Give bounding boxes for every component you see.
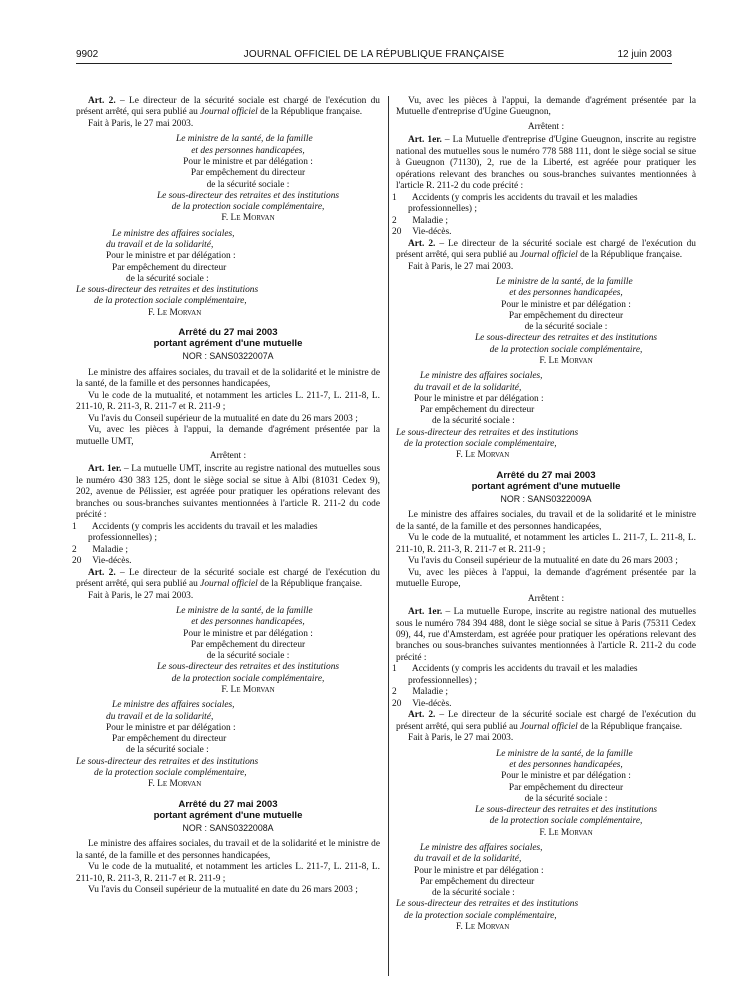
signature-block: Le ministre des affaires sociales, du travail et de la solidarité, Pour le ministre et par délégation : Par empêchement du directeur de la sécurité sociale : Le sous-directeur des retraites et des institutions de la protection sociale complémentaire, F. Le Morvan	[76, 700, 259, 790]
list-item: 2 Maladie ;	[392, 687, 449, 698]
article-1: Art. 1er. – La Mutuelle d'entreprise d'Ugine Gueugnon, inscrite au registre national des mutuelles sous le numéro 778 588 111, dont le siège social se situe à Gueugnon (71130), 2, rue de la Liberté, est agréée pour pratiquer les opérations relevant des branches ou sous-branches suivantes mentionnées à l'article R. 211-2 du code précité :	[396, 135, 696, 192]
article-2: Art. 2. – Le directeur de la sécurité sociale est chargé de l'exécution du présent arrêté, qui sera publié au Journal officiel de la République française.	[76, 567, 380, 590]
article-2: Art. 2. – Le directeur de la sécurité sociale est chargé de l'exécution du présent arrêté, qui sera publié au Journal officiel de la République française.	[76, 96, 380, 118]
branch-list	[392, 192, 696, 239]
signature-block: Le ministre de la santé, de la famille et des personnes handicapées, Pour le ministre et par délégation : Par empêchement du directeur de la sécurité sociale : Le sous-directeur des retraites et des institutions de la protection sociale complémentaire, F. Le Morvan	[474, 748, 658, 838]
left-column: Art. 2. – Le directeur de la sécurité sociale est chargé de l'exécution du présent arrêté, qui sera publié au Journal officiel de la République française. Fait à Paris, le 27 mai 2003. Le ministre de la santé, de la famille et des personnes handicapées, Pour le ministre et par délégation : Par empêchement du directeur de la sécurité sociale : Le sous-directeur des retraites et des institutions de la protection sociale complémentaire, F. Le Morvan Le ministre des affaires sociales, du travail et de la solidarité, Pour le ministre et par délégation : Par empêchement du directeur de la sécurité sociale : Le sous-directeur des retraites et des institutions de la protection sociale complémentaire, F. Le Morvan Arrêté du 27 mai 2003 portant agrément d'une mutuelle NOR : SANS0322007A Le ministre des affaires sociales, du travail et de la solidarité et le ministre de la santé, de la famille et des personnes handicapées, Vu le code de la mutualité, et notamment les articles L. 211-7, L. 211-8, L. 211-10, R. 211-3, R. 211-7 et R. 211-9 ; Vu l'avis du Conseil supérieur de la mutualité en date du 26 mars 2003 ; Vu, avec les pièces à l'appui, la demande d'agrément présentée par la mutuelle UMT, Arrêtent : Art. 1er. – La mutuelle UMT, inscrite au registre national des mutuelles sous le numéro 430 383 125, dont le siège social se situe à Albi (81031 Cedex 9), 202, avenue de Pélissier, est agréée pour pratiquer les opérations relevant des branches ou sous-branches suivantes mentionnées à l'article R. 211-2 du code précité : 1 Accidents (y compris les accidents du travail et les maladies professionnelles) ; 2 Maladie ; 20 Vie-décès. Art. 2. – Le directeur de la sécurité sociale est chargé de l'exécution du présent arrêté, qui sera publié au Journal officiel de la République française. Fait à Paris, le 27 mai 2003. Le ministre de la santé, de la famille et des personnes handicapées, Pour le ministre et par délégation : Par empêchement du directeur de la sécurité sociale : Le sous-directeur des retraites et des institutions de la protection sociale complémentaire, F. Le Morvan Le ministre des affaires sociales, du travail et de la solidarité, Pour le ministre et par délégation : Par empêchement du directeur de la sécurité sociale : Le sous-directeur des retraites et des institutions de la protection sociale complémentaire, F. Le Morvan Arrêté du 27 mai 2003 portant agrément d'une mutuelle NOR : SANS0322008A Le ministre des affaires sociales, du travail et de la solidarité et le ministre de la santé, de la famille et des personnes handicapées, Vu le code de la mutualité, et notamment les articles L. 211-7, L. 211-8, L. 211-10, R. 211-3, R. 211-7 et R. 211-9 ; Vu l'avis du Conseil supérieur de la mutualité en date du 26 mars 2003 ;	[72, 96, 381, 896]
list-item: 20 Vie-décès.	[72, 556, 132, 567]
arretent-label: Arrêtent :	[527, 121, 565, 132]
branch-list	[72, 521, 380, 568]
nor-reference: NOR : SANS0322008A	[182, 822, 274, 833]
signature-block: Le ministre des affaires sociales, du travail et de la solidarité, Pour le ministre et par délégation : Par empêchement du directeur de la sécurité sociale : Le sous-directeur des retraites et des institutions de la protection sociale complémentaire, F. Le Morvan	[396, 842, 579, 932]
arrete-title: Arrêté du 27 mai 2003 portant agrément d'une mutuelle	[153, 798, 303, 821]
article-1: Art. 1er. – La mutuelle UMT, inscrite au registre national des mutuelles sous le numéro 430 383 125, dont le siège social se situe à Albi (81031 Cedex 9), 202, avenue de Pélissier, est agréée pour pratiquer les opérations relevant des branches ou sous-branches suivantes mentionnées à l'article R. 211-2 du code précité :	[76, 464, 381, 521]
fait-a-paris: Fait à Paris, le 27 mai 2003.	[88, 118, 194, 129]
signature-block: Le ministre des affaires sociales, du travail et de la solidarité, Pour le ministre et par délégation : Par empêchement du directeur de la sécurité sociale : Le sous-directeur des retraites et des institutions de la protection sociale complémentaire, F. Le Morvan	[76, 228, 259, 318]
arretent-label: Arrêtent :	[527, 593, 565, 604]
page-number: 9902	[76, 49, 99, 60]
arrete-title: Arrêté du 27 mai 2003 portant agrément d'une mutuelle	[471, 469, 621, 492]
list-item: 1 Accidents (y compris les accidents du travail et les maladies professionnelles) ;	[392, 192, 638, 215]
list-item: 1 Accidents (y compris les accidents du travail et les maladies professionnelles) ;	[72, 521, 318, 544]
issue-date: 12 juin 2003	[617, 49, 672, 60]
article-1: Art. 1er. – La mutuelle Europe, inscrite au registre national des mutuelles sous le numéro 784 394 488, dont le siège social se situe à Paris (75311 Cedex 09), 44, rue d'Amsterdam, est agréée pour pratiquer les opérations relevant des branches ou sous-branches suivantes mentionnées à l'article R. 211-2 du code précité :	[396, 607, 696, 663]
list-item: 20 Vie-décès.	[392, 227, 452, 238]
signature-block: Le ministre de la santé, de la famille et des personnes handicapées, Pour le ministre et par délégation : Par empêchement du directeur de la sécurité sociale : Le sous-directeur des retraites et des institutions de la protection sociale complémentaire, F. Le Morvan	[474, 277, 658, 366]
signature-block: Le ministre des affaires sociales, du travail et de la solidarité, Pour le ministre et par délégation : Par empêchement du directeur de la sécurité sociale : Le sous-directeur des retraites et des institutions de la protection sociale complémentaire, F. Le Morvan	[396, 371, 579, 461]
journal-title: JOURNAL OFFICIEL DE LA RÉPUBLIQUE FRANÇAISE	[243, 49, 505, 60]
list-item: 20 Vie-décès.	[392, 698, 452, 709]
list-item: 2 Maladie ;	[392, 215, 449, 226]
branch-list	[392, 664, 696, 710]
column-divider	[388, 96, 389, 976]
header-rule	[76, 63, 672, 64]
page-header	[0, 0, 748, 64]
list-item: 2 Maladie ;	[72, 544, 129, 555]
signature-block: Le ministre de la santé, de la famille et des personnes handicapées, Pour le ministre et par délégation : Par empêchement du directeur de la sécurité sociale : Le sous-directeur des retraites et des institutions de la protection sociale complémentaire, F. Le Morvan	[156, 606, 340, 696]
article-2: Art. 2. – Le directeur de la sécurité sociale est chargé de l'exécution du présent arrêté, qui sera publié au Journal officiel de la République française.	[396, 238, 696, 261]
arretent-label: Arrêtent :	[209, 450, 247, 461]
nor-reference: NOR : SANS0322007A	[182, 350, 274, 361]
article-2: Art. 2. – Le directeur de la sécurité sociale est chargé de l'exécution du présent arrêté, qui sera publié au Journal officiel de la République française.	[396, 710, 696, 732]
arrete-title: Arrêté du 27 mai 2003 portant agrément d'une mutuelle	[153, 326, 303, 349]
signature-block: Le ministre de la santé, de la famille et des personnes handicapées, Pour le ministre et par délégation : Par empêchement du directeur de la sécurité sociale : Le sous-directeur des retraites et des institutions de la protection sociale complémentaire, F. Le Morvan	[156, 134, 340, 224]
list-item: 1 Accidents (y compris les accidents du travail et les maladies professionnelles) ;	[392, 664, 638, 686]
nor-reference: NOR : SANS0322009A	[500, 493, 592, 504]
right-column: Vu, avec les pièces à l'appui, la demande d'agrément présentée par la Mutuelle d'entreprise d'Ugine Gueugnon, Arrêtent : Art. 1er. – La Mutuelle d'entreprise d'Ugine Gueugnon, inscrite au registre national des mutuelles sous le numéro 778 588 111, dont le siège social se situe à Gueugnon (71130), 2, rue de la Liberté, est agréée pour pratiquer les opérations relevant des branches ou sous-branches suivantes mentionnées à l'article R. 211-2 du code précité : 1 Accidents (y compris les accidents du travail et les maladies professionnelles) ; 2 Maladie ; 20 Vie-décès. Art. 2. – Le directeur de la sécurité sociale est chargé de l'exécution du présent arrêté, qui sera publié au Journal officiel de la République française. Fait à Paris, le 27 mai 2003. Le ministre de la santé, de la famille et des personnes handicapées, Pour le ministre et par délégation : Par empêchement du directeur de la sécurité sociale : Le sous-directeur des retraites et des institutions de la protection sociale complémentaire, F. Le Morvan Le ministre des affaires sociales, du travail et de la solidarité, Pour le ministre et par délégation : Par empêchement du directeur de la sécurité sociale : Le sous-directeur des retraites et des institutions de la protection sociale complémentaire, F. Le Morvan Arrêté du 27 mai 2003 portant agrément d'une mutuelle NOR : SANS0322009A Le ministre des affaires sociales, du travail et de la solidarité et le ministre de la santé, de la famille et des personnes handicapées, Vu le code de la mutualité, et notamment les articles L. 211-7, L. 211-8, L. 211-10, R. 211-3, R. 211-7 et R. 211-9 ; Vu l'avis du Conseil supérieur de la mutualité en date du 26 mars 2003 ; Vu, avec les pièces à l'appui, la demande d'agrément présentée par la mutuelle Europe, Arrêtent : Art. 1er. – La mutuelle Europe, inscrite au registre national des mutuelles sous le numéro 784 394 488, dont le siège social se situe à Paris (75311 Cedex 09), 44, rue d'Amsterdam, est agréée pour pratiquer les opérations relevant des branches ou sous-branches suivantes mentionnées à l'article R. 211-2 du code précité : 1 Accidents (y compris les accidents du travail et les maladies professionnelles) ; 2 Maladie ; 20 Vie-décès. Art. 2. – Le directeur de la sécurité sociale est chargé de l'exécution du présent arrêté, qui sera publié au Journal officiel de la République française. Fait à Paris, le 27 mai 2003. Le ministre de la santé, de la famille et des personnes handicapées, Pour le ministre et par délégation : Par empêchement du directeur de la sécurité sociale : Le sous-directeur des retraites et des institutions de la protection sociale complémentaire, F. Le Morvan Le ministre des affaires sociales, du travail et de la solidarité, Pour le ministre et par délégation : Par empêchement du directeur de la sécurité sociale : Le sous-directeur des retraites et des institutions de la protection sociale complémentaire, F. Le Morvan	[392, 96, 696, 932]
